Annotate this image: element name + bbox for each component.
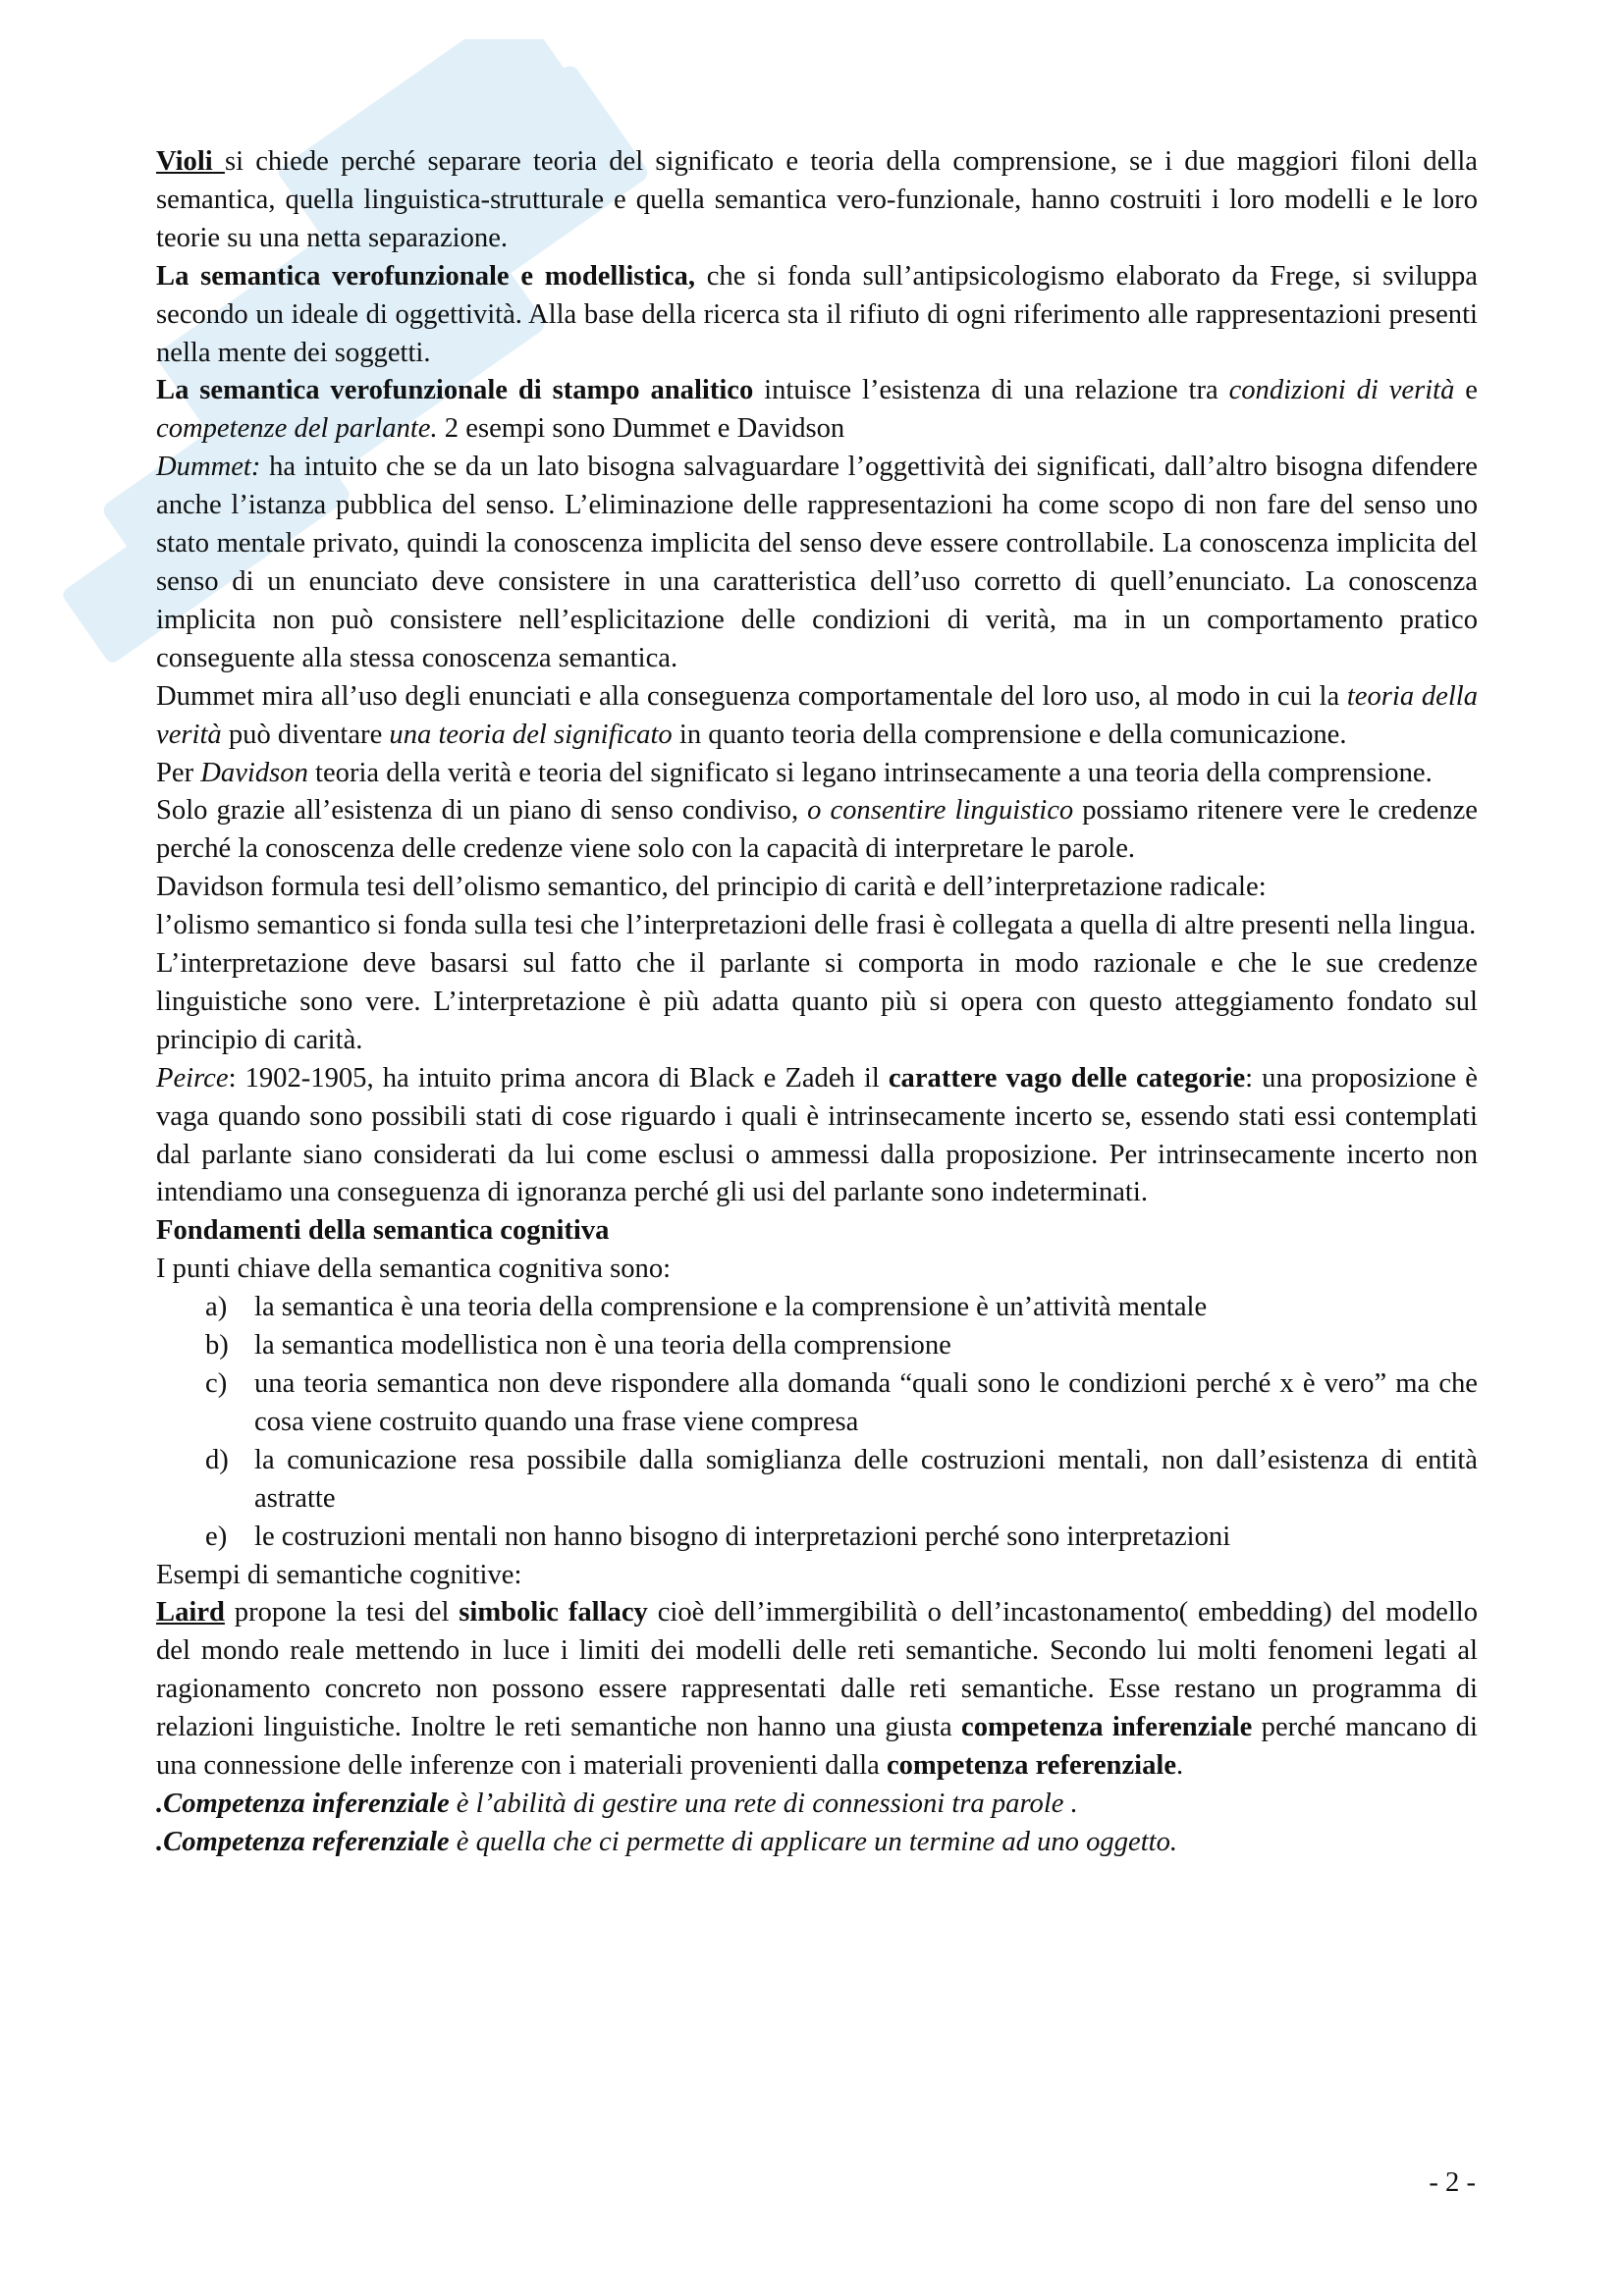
definition-referenziale: .Competenza referenziale è quella che ci permette di applicare un termine ad uno oggetto. xyxy=(156,1826,1178,1857)
paragraph-senso-condiviso: Solo grazie all’esistenza di un piano di senso condiviso, o consentire linguistico possiamo ritenere vere le credenze perché la conoscenza delle credenze viene solo con la capacità di interpretare le parole. xyxy=(156,795,1479,865)
paragraph-punti-chiave: I punti chiave della semantica cognitiva sono: xyxy=(156,1254,672,1285)
paragraph-olismo: l’olismo semantico si fonda sulla tesi che l’interpretazioni delle frasi è collegata a quella di altre presenti nella lingua. xyxy=(156,910,1477,941)
list-item: b) la semantica modellistica non è una teoria della comprensione xyxy=(205,1330,951,1362)
section-heading: Fondamenti della semantica cognitiva xyxy=(156,1215,610,1247)
paragraph-dummet: Dummet: ha intuito che se da un lato bisogna salvaguardare l’oggettività dei significati, dall’altro bisogna difendere anche l’istanza pubblica del senso. L’eliminazione delle rappresentazioni ha come scopo di non fare del senso uno stato mentale privato, quindi la conoscenza implicita del senso deve essere controllabile. La conoscenza implicita del senso di un enunciato deve consistere in una caratteristica dell’uso corretto di quell’enunciato. La conoscenza implicita non può consistere nell’esplicitazione delle condizioni di verità, ma in un comportamento pratico conseguente alla stessa conoscenza semantica. xyxy=(156,452,1478,673)
paragraph-verofunzionale-analitico: La semantica verofunzionale di stampo analitico intuisce l’esistenza di una relazione tra condizioni di verità e competenze del parlante. 2 esempi sono Dummet e Davidson xyxy=(156,375,1478,445)
list-item: c) una teoria semantica non deve rispondere alla domanda “quali sono le condizioni perché x è vero” ma che cosa viene costruito quando una frase viene compresa xyxy=(205,1368,1478,1437)
paragraph-peirce: Peirce: 1902-1905, ha intuito prima ancora di Black e Zadeh il carattere vago delle categorie: una proposizione è vaga quando sono possibili stati di cose riguardo i quali è intrinsecamente incerto se, essendo stati essi contemplati dal parlante siano considerati da lui come esclusi o ammessi dalla proposizione. Per intrinsecamente incerto non intendiamo una conseguenza di ignoranza perché gli usi del parlante sono indeterminati. xyxy=(156,1062,1478,1208)
list-item: e) le costruzioni mentali non hanno bisogno di interpretazioni perché sono interpretazioni xyxy=(205,1521,1231,1552)
paragraph-laird: Laird propone la tesi del simbolic fallacy cioè dell’immergibilità o dell’incastonamento( embedding) del modello del mondo reale mettendo in luce i limiti dei modelli delle reti semantiche. Secondo lui molti fenomeni legati al ragionamento concreto non possono essere rappresentati dalle reti semantiche. Esse restano un programma di relazioni linguistiche. Inoltre le reti semantiche non hanno una giusta competenza inferenziale perché mancano di una connessione delle inferenze con i materiali provenienti dalla competenza referenziale. xyxy=(156,1597,1479,1782)
key-points-list xyxy=(156,1289,1478,1556)
paragraph-interpretazione: L’interpretazione deve basarsi sul fatto che il parlante si comporta in modo razionale e che le sue credenze linguistiche sono vere. L’interpretazione è più adatta quanto più si opera con questo atteggiamento fondato sul principio di carità. xyxy=(156,948,1478,1055)
paragraph-violi: Violi si chiede perché separare teoria del significato e teoria della comprensione, se i due maggiori filoni della semantica, quella linguistica-strutturale e quella semantica vero-funzionale, hanno costruiti i loro modelli e le loro teorie su una netta separazione. xyxy=(156,146,1478,253)
definition-inferenziale: .Competenza inferenziale è l’abilità di gestire una rete di connessioni tra parole . xyxy=(156,1788,1078,1819)
author-violi: Violi xyxy=(156,146,225,177)
page-number: - 2 - xyxy=(1429,2167,1476,2198)
paragraph-davidson: Per Davidson teoria della verità e teoria del significato si legano intrinsecamente a una teoria della comprensione. xyxy=(156,757,1433,788)
paragraph-davidson-tesi: Davidson formula tesi dell’olismo semantico, del principio di carità e dell’interpretazione radicale: xyxy=(156,872,1267,903)
paragraph-verofunzionale-modellistica: La semantica verofunzionale e modellistica, che si fonda sull’antipsicologismo elaborato da Frege, si sviluppa secondo un ideale di oggettività. Alla base della ricerca sta il rifiuto di ogni riferimento alle rappresentazioni presenti nella mente dei soggetti. xyxy=(156,260,1478,368)
paragraph-esempi: Esempi di semantiche cognitive: xyxy=(156,1559,522,1590)
list-item: a) la semantica è una teoria della comprensione e la comprensione è un’attività mentale xyxy=(205,1292,1208,1323)
list-item: d) la comunicazione resa possibile dalla somiglianza delle costruzioni mentali, non dall’esistenza di entità astratte xyxy=(205,1444,1478,1514)
document-body xyxy=(156,143,1478,1862)
paragraph-dummet-uso: Dummet mira all’uso degli enunciati e alla conseguenza comportamentale del loro uso, al modo in cui la teoria della verità può diventare una teoria del significato in quanto teoria della comprensione e della comunicazione. xyxy=(156,680,1479,750)
